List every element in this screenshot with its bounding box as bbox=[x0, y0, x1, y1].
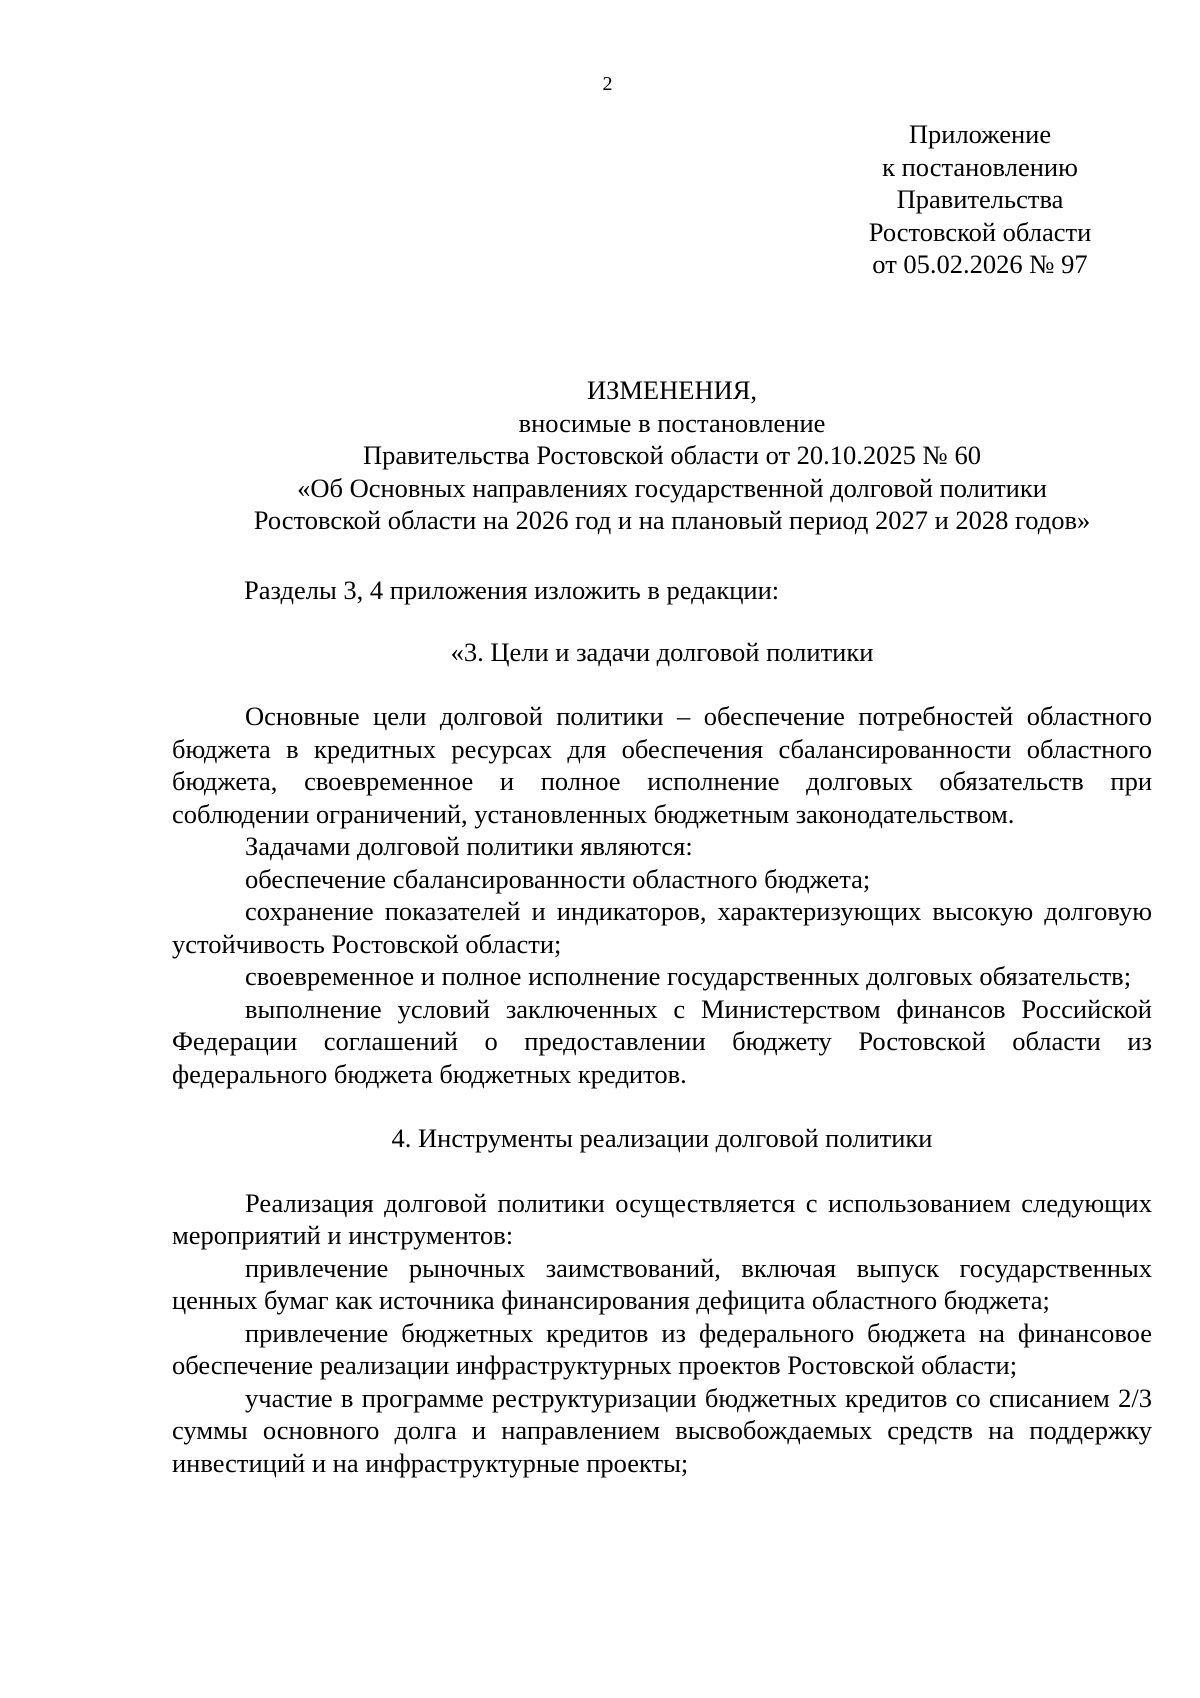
appendix-line: Приложение bbox=[908, 119, 1052, 149]
section-3-heading: «3. Цели и задачи долговой политики bbox=[450, 636, 874, 667]
paragraph: своевременное и полное исполнение государственных долговых обязательств; bbox=[245, 961, 1132, 991]
intro-paragraph: Разделы 3, 4 приложения изложить в редакции: bbox=[244, 575, 780, 605]
paragraph: привлечение рыночных заимствований, включая выпуск государственных ценных бумаг как источника финансирования дефицита областного бюджета; bbox=[172, 1252, 1152, 1315]
paragraph: участие в программе реструктуризации бюджетных кредитов со списанием 2/3 суммы основного долга и направлением высвобождаемых средств на поддержку инвестиций и на инфраструктурные проекты; bbox=[172, 1382, 1152, 1478]
appendix-block bbox=[820, 118, 1140, 281]
paragraph: обеспечение сбалансированности областного бюджета; bbox=[245, 863, 871, 894]
appendix-line: Правительства bbox=[896, 184, 1064, 214]
page-number: 2 bbox=[602, 73, 613, 95]
appendix-line: Ростовской области bbox=[868, 216, 1092, 247]
paragraph: Реализация долговой политики осуществляется с использованием следующих мероприятий и инструментов: bbox=[172, 1187, 1152, 1250]
title-line: «Об Основных направлениях государственной долговой политики bbox=[297, 472, 1047, 503]
section-4-heading: 4. Инструменты реализации долговой политики bbox=[391, 1123, 933, 1153]
appendix-line: к постановлению bbox=[882, 151, 1078, 182]
paragraph: выполнение условий заключенных с Министерством финансов Российской Федерации соглашений о предоставлении бюджету Ростовской области из федерального бюджета бюджетных кредитов. bbox=[172, 993, 1152, 1089]
paragraph: Основные цели долговой политики – обеспечение потребностей областного бюджета в кредитных ресурсах для обеспечения сбалансированности областного бюджета, своевременное и полное исполнение долговых обязательств при соблюдении ограничений, установленных бюджетным законодательством. bbox=[172, 701, 1152, 829]
title-line: Ростовской области на 2026 год и на плановый период 2027 и 2028 годов» bbox=[253, 505, 1091, 535]
paragraph: привлечение бюджетных кредитов из федерального бюджета на финансовое обеспечение реализации инфраструктурных проектов Ростовской области; bbox=[172, 1317, 1152, 1380]
document-title bbox=[172, 374, 1172, 537]
title-line: вносимые в постановление bbox=[518, 407, 826, 438]
title-heading: ИЗМЕНЕНИЯ, bbox=[586, 375, 758, 405]
paragraph: сохранение показателей и индикаторов, характеризующих высокую долговую устойчивость Ростовской области; bbox=[172, 896, 1152, 959]
document-body bbox=[172, 574, 1152, 1479]
title-line: Правительства Ростовской области от 20.10.2025 № 60 bbox=[363, 440, 981, 470]
appendix-line: от 05.02.2026 № 97 bbox=[872, 249, 1088, 279]
paragraph: Задачами долговой политики являются: bbox=[245, 831, 693, 861]
